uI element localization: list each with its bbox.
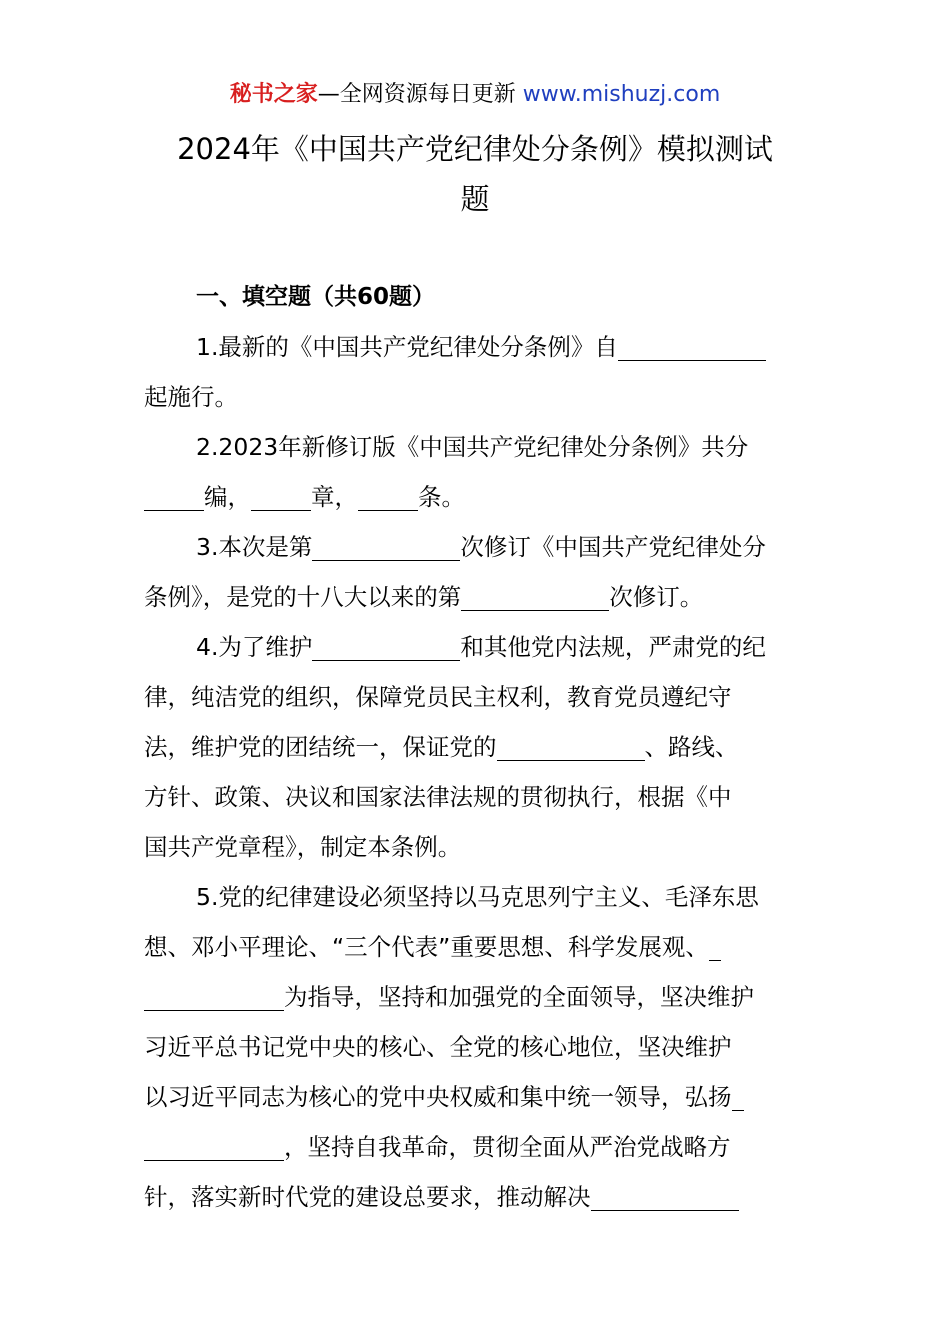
question-text: 1.最新的《中国共产党纪律处分条例》自 [196, 333, 618, 361]
question-5-line-5 [144, 1072, 809, 1122]
answer-blank [461, 580, 609, 611]
question-text: ，坚持自我革命，贯彻全面从严治党战略方 [284, 1133, 731, 1161]
answer-blank [618, 330, 766, 361]
question-text: 3.本次是第 [196, 533, 313, 561]
question-text: 针，落实新时代党的建设总要求，推动解决 [144, 1183, 591, 1211]
question-text: 习近平总书记党中央的核心、全党的核心地位，坚决维护 [144, 1033, 732, 1061]
brand-name: 秘书之家 [229, 82, 318, 107]
question-text: 想、邓小平理论、“三个代表”重要思想、科学发展观、 [144, 933, 709, 961]
question-5-line-6 [144, 1122, 809, 1172]
answer-blank [312, 530, 460, 561]
answer-blank [732, 1080, 744, 1111]
question-text: 律，纯洁党的组织，保障党员民主权利，教育党员遵纪守 [144, 683, 732, 711]
question-5-line-2 [144, 922, 809, 972]
question-4-line-1 [144, 622, 809, 672]
question-4-line-3 [144, 722, 809, 772]
answer-blank [358, 480, 418, 511]
question-5-line-4 [144, 1022, 809, 1072]
question-3-line-1 [144, 522, 809, 572]
question-text: 次修订。 [609, 583, 704, 611]
question-text: 为指导，坚持和加强党的全面领导，坚决维护 [284, 983, 754, 1011]
question-5-line-7 [144, 1172, 809, 1222]
question-text: 、路线、 [644, 733, 739, 761]
answer-blank [251, 480, 311, 511]
answer-blank [312, 630, 460, 661]
answer-blank [709, 930, 721, 961]
title-line-1: 2024年《中国共产党纪律处分条例》模拟测试 [177, 132, 773, 166]
question-text: 编， [204, 483, 251, 511]
question-1-line-1 [144, 322, 809, 372]
question-text: 2.2023年新修订版《中国共产党纪律处分条例》共分 [196, 433, 749, 461]
question-4-line-5 [144, 822, 809, 872]
answer-blank [497, 730, 645, 761]
question-4-line-2 [144, 672, 809, 722]
answer-blank [144, 480, 204, 511]
question-1-line-2 [144, 372, 809, 422]
question-text: 条例》，是党的十八大以来的第 [144, 583, 462, 611]
site-url[interactable]: www.mishuzj.com [522, 82, 721, 107]
question-2-line-2 [144, 472, 809, 522]
question-4-line-4 [144, 772, 809, 822]
question-text: 5.党的纪律建设必须坚持以马克思列宁主义、毛泽东思 [196, 883, 759, 911]
answer-blank [144, 1130, 284, 1161]
question-5-line-1 [144, 872, 809, 922]
question-text: 以习近平同志为核心的党中央权威和集中统一领导，弘扬 [144, 1083, 732, 1111]
site-header [0, 80, 950, 110]
question-text: 国共产党章程》，制定本条例。 [144, 833, 462, 861]
title-line-2: 题 [460, 182, 490, 216]
answer-blank [144, 980, 284, 1011]
question-5-line-3 [144, 972, 809, 1022]
question-text: 章， [311, 483, 358, 511]
question-text: 和其他党内法规，严肃党的纪 [460, 633, 766, 661]
header-slogan: —全网资源每日更新 [317, 82, 523, 107]
question-2-line-1 [144, 422, 809, 472]
question-text: 条。 [418, 483, 465, 511]
answer-blank [591, 1180, 739, 1211]
section-heading: 一、填空题（共60题） [196, 284, 436, 310]
question-3-line-2 [144, 572, 809, 622]
questions-body [144, 322, 809, 1222]
question-text: 方针、政策、决议和国家法律法规的贯彻执行，根据《中 [144, 783, 732, 811]
question-text: 起施行。 [144, 383, 238, 411]
question-text: 法，维护党的团结统一，保证党的 [144, 733, 497, 761]
question-text: 4.为了维护 [196, 633, 313, 661]
document-title [120, 124, 830, 224]
question-text: 次修订《中国共产党纪律处分 [460, 533, 766, 561]
